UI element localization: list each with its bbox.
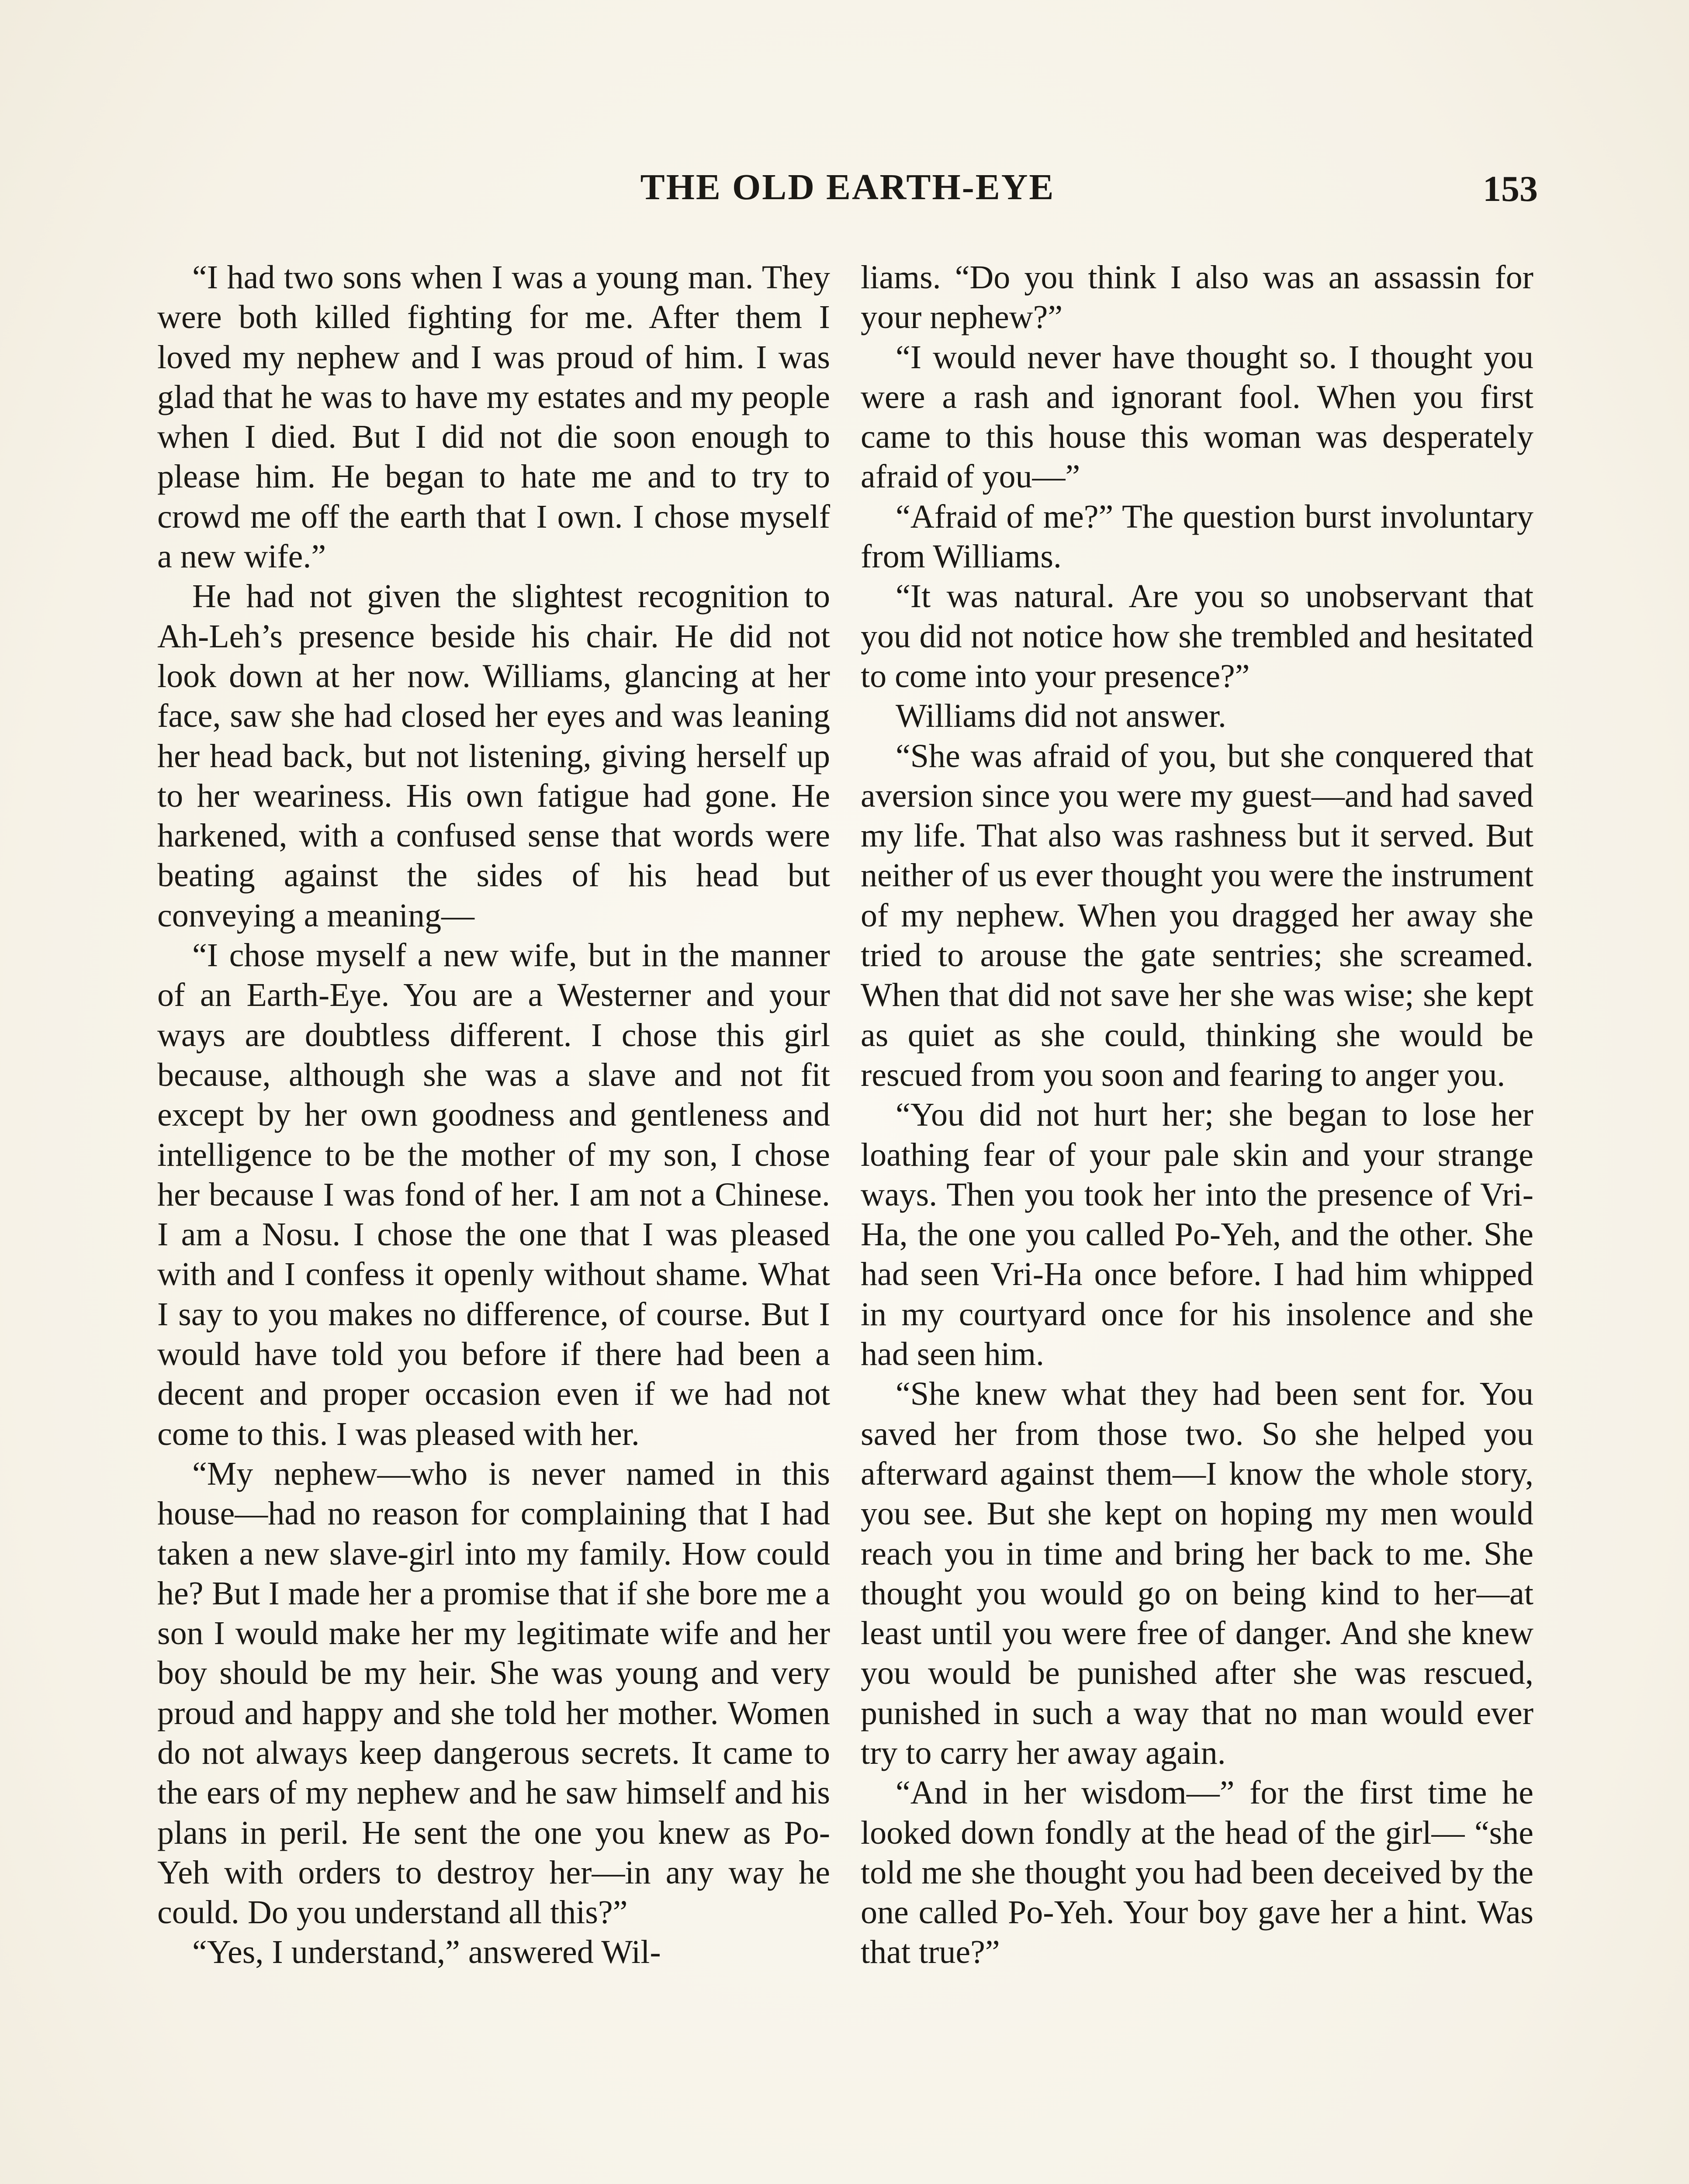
paragraph: “It was natural. Are you so unobservant that you did not notice how she trembled and hesitated to come into your presence?” xyxy=(861,578,1533,695)
paragraph: Williams did not answer. xyxy=(896,698,1226,735)
paragraph: “You did not hurt her; she began to lose her loathing fear of your pale skin and your strange ways. Then you took her into the presence of Vri-Ha, the one you called Po-Yeh, and the other. She had seen Vri-Ha once before. I had him whipped in my courtyard once for his insolence and she had seen him. xyxy=(861,1096,1533,1373)
paragraph: “And in her wisdom—” for the first time he looked down fondly at the head of the girl— “she told me she thought you had been deceived by the one called Po-Yeh. Your boy gave her a hint. Was that true?” xyxy=(861,1774,1533,1971)
paragraph: “My nephew—who is never named in this house—had no reason for complaining that I had taken a new slave-girl into my family. How could he? But I made her a promise that if she bore me a son I would make her my legitimate wife and her boy should be my heir. She was young and very proud and happy and she told her mother. Women do not always keep dangerous secrets. It came to the ears of my nephew and he saw himself and his plans in peril. He sent the one you knew as Po-Yeh with orders to destroy her—in any way he could. Do you understand all this?” xyxy=(157,1455,830,1931)
paragraph: “I would never have thought so. I thought you were a rash and ignorant fool. When you first came to this house this woman was desperately afraid of you—” xyxy=(861,339,1533,495)
right-column xyxy=(861,258,1533,1973)
left-column xyxy=(157,258,830,1973)
paragraph: “Yes, I understand,” answered Wil- xyxy=(192,1934,661,1971)
page-number: 153 xyxy=(1483,169,1538,209)
paragraph: “She was afraid of you, but she conquered that aversion since you were my guest—and had saved my life. That also was rashness but it served. But neither of us ever thought you were the instrument of my nephew. When you dragged her away she tried to arouse the gate sentries; she screamed. When that did not save her she was wise; she kept as quiet as she could, thinking she would be rescued from you soon and fearing to anger you. xyxy=(861,737,1533,1093)
paragraph: “I had two sons when I was a young man. They were both killed fighting for me. After them I loved my nephew and I was proud of him. I was glad that he was to have my estates and my people when I died. But I did not die soon enough to please him. He began to hate me and to try to crowd me off the earth that I own. I chose myself a new wife.” xyxy=(157,259,830,575)
paragraph-continued: liams. “Do you think I also was an assassin for your nephew?” xyxy=(861,259,1533,336)
paragraph: “Afraid of me?” The question burst involuntary from Williams. xyxy=(861,498,1533,575)
paragraph: “I chose myself a new wife, but in the manner of an Earth-Eye. You are a Westerner and your ways are doubtless different. I chose this girl because, although she was a slave and not fit except by her own goodness and gentleness and intelligence to be the mother of my son, I chose her because I was fond of her. I am not a Chinese. I am a Nosu. I chose the one that I was pleased with and I confess it openly without shame. What I say to you makes no difference, of course. But I would have told you before if there had been a decent and proper occasion even if we had not come to this. I was pleased with her. xyxy=(157,937,830,1452)
page-header xyxy=(0,166,1689,218)
running-head: THE OLD EARTH-EYE xyxy=(640,167,1055,207)
paragraph: “She knew what they had been sent for. You saved her from those two. So she helped you afterward against them—I know the whole story, you see. But she kept on hoping my men would reach you in time and bring her back to me. She thought you would go on being kind to her—at least until you were free of danger. And she knew you would be punished after she was rescued, punished in such a way that no man would ever try to carry her away again. xyxy=(861,1375,1533,1771)
paragraph: He had not given the slightest recognition to Ah-Leh’s presence beside his chair. He did not look down at her now. Williams, glancing at her face, saw she had closed her eyes and was leaning her head back, but not listening, giving herself up to her weariness. His own fatigue had gone. He harkened, with a confused sense that words were beating against the sides of his head but conveying a meaning— xyxy=(157,578,830,934)
